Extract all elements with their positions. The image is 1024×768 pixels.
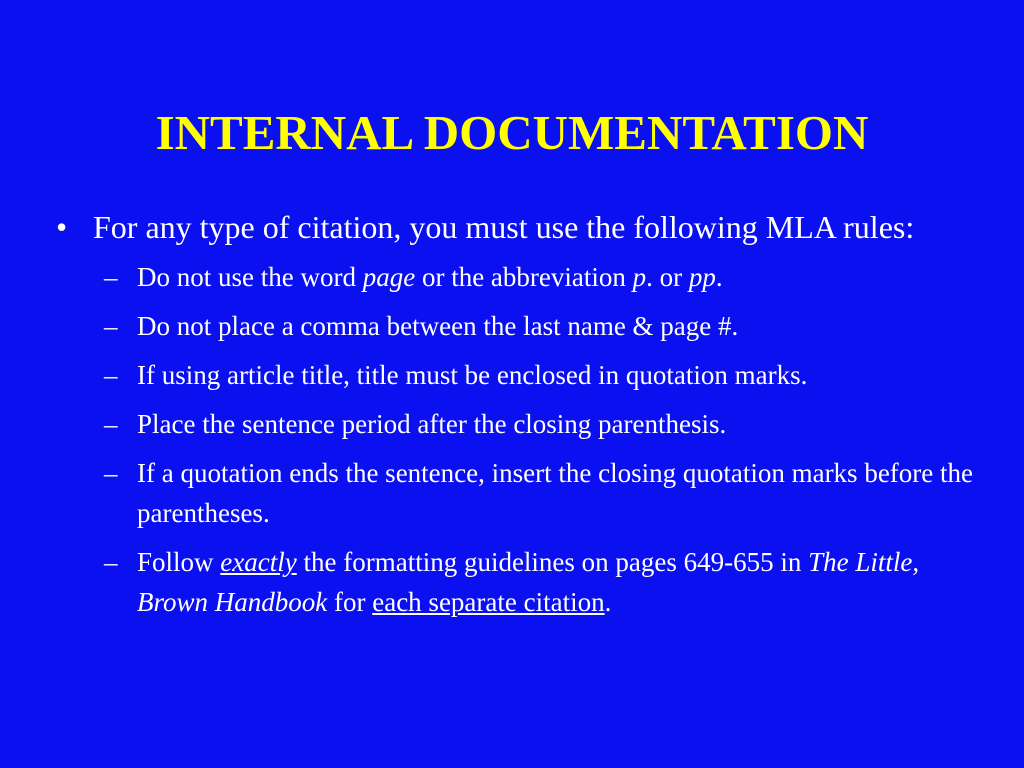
slide-body [56, 205, 976, 631]
dash-marker: – [104, 409, 118, 439]
slide-title: INTERNAL DOCUMENTATION [155, 105, 869, 160]
dash-marker: – [104, 458, 118, 488]
rule-text-part: Follow [137, 547, 221, 577]
dash-marker: – [104, 311, 118, 341]
rule-text-italic: p [632, 262, 647, 292]
book-title: The Little, Brown Handbook [137, 547, 920, 617]
rule-text-part: Do not use the word [137, 262, 363, 292]
rule-item [56, 404, 976, 444]
rule-text-part: for [327, 587, 373, 617]
rule-text-emphasis: exactly [220, 547, 297, 577]
dash-marker: – [104, 262, 118, 292]
rule-text-underlined: each separate citation [372, 587, 605, 617]
dash-marker: – [104, 547, 118, 577]
rule-text: If using article title, title must be enclosed in quotation marks. [137, 360, 808, 390]
main-bullet [56, 205, 976, 249]
rule-text-part: . or [646, 262, 689, 292]
rule-item [56, 542, 976, 622]
rule-text-part: or the abbreviation [415, 262, 633, 292]
bullet-marker: • [56, 209, 68, 245]
rule-text-part: . [604, 587, 612, 617]
rule-text: Do not place a comma between the last name & page #. [137, 311, 739, 341]
rules-list [56, 257, 976, 622]
rule-text-italic: pp [688, 262, 716, 292]
rule-text-part: . [715, 262, 723, 292]
dash-marker: – [104, 360, 118, 390]
main-bullet-text: For any type of citation, you must use the following MLA rules: [93, 209, 915, 245]
rule-item [56, 306, 976, 346]
rule-text-part: the formatting guidelines on pages 649-655 in [296, 547, 809, 577]
rule-item [56, 453, 976, 533]
rule-text-italic: page [362, 262, 416, 292]
rule-item [56, 355, 976, 395]
rule-item [56, 257, 976, 297]
rule-text: Place the sentence period after the closing parenthesis. [137, 409, 727, 439]
rule-text: If a quotation ends the sentence, insert the closing quotation marks before the parentheses. [137, 458, 973, 528]
